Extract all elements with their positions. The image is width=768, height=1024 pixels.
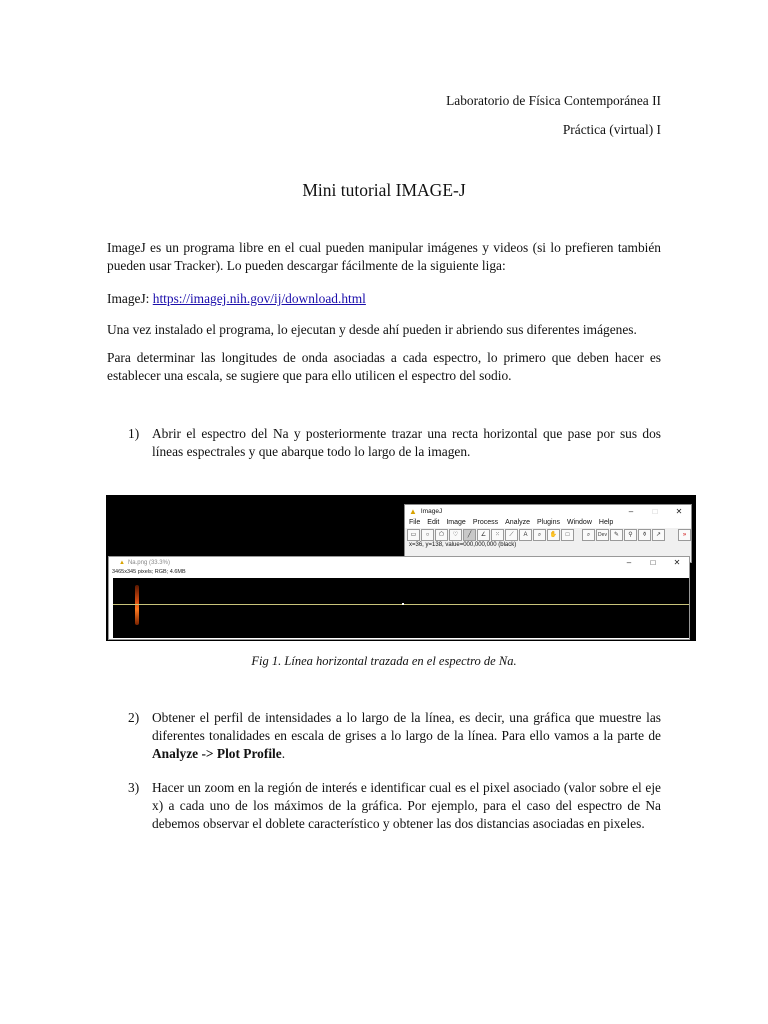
imagej-status-bar: x=36, y=138, value=000,000,000 (black) [405, 541, 691, 550]
step-number: 1) [128, 426, 140, 441]
more-tools-icon[interactable]: » [678, 529, 691, 541]
step-number: 2) [128, 710, 140, 725]
oval-tool-icon[interactable]: ○ [421, 529, 434, 541]
step-text-part: Obtener el perfil de intensidades a lo largo de la línea, es decir, una gráfica que muestre las diferentes tonalidades en escala de grises a lo largo de la línea. Para ello vamos a la parte de [152, 710, 661, 743]
download-link[interactable]: https://imagej.nih.gov/ij/download.html [152, 291, 366, 306]
menu-plugins[interactable]: Plugins [537, 519, 560, 526]
freehand-tool-icon[interactable]: ♡ [449, 529, 462, 541]
menu-path: Analyze -> Plot Profile [152, 746, 282, 761]
step-number: 3) [128, 780, 140, 795]
course-header: Laboratorio de Física Contemporánea II [446, 93, 661, 108]
figure-caption: Fig 1. Línea horizontal trazada en el espectro de Na. [251, 654, 517, 668]
image-close-button[interactable]: ✕ [673, 558, 681, 567]
list-item [128, 779, 661, 833]
wand-tool-icon[interactable]: ⟋ [505, 529, 518, 541]
image-window-titlebar [109, 557, 689, 568]
line-handle[interactable] [402, 603, 404, 605]
menu-file[interactable]: File [409, 519, 421, 526]
imagej-menubar [405, 517, 691, 528]
install-paragraph: Una vez instalado el programa, lo ejecutan y desde ahí pueden ir abriendo sus diferentes imágenes. [107, 322, 637, 337]
arrow-tool-icon[interactable]: ↗ [652, 529, 665, 541]
spectrum-image[interactable] [113, 578, 689, 638]
maximize-button[interactable]: □ [652, 506, 658, 516]
step-text: Hacer un zoom en la región de interés e identificar cual es el pixel asociado (valor sobre el eje x) a cada uno de los máximos de la gráfica. Por ejemplo, para el caso del espectro de Na debemos observar el doblete característico y obtener las dos distancias asociadas en pixeles. [152, 780, 661, 831]
magnifier-tool-icon[interactable]: ⌕ [533, 529, 546, 541]
list-item [128, 425, 661, 461]
line-tool-icon[interactable]: ╱ [463, 529, 476, 541]
image-window-title: Na.png (33.3%) [127, 559, 170, 566]
rectangle-tool-icon[interactable]: ▭ [407, 529, 420, 541]
imagej-titlebar [405, 505, 691, 517]
flood-fill-tool-icon[interactable]: ⚱ [638, 529, 651, 541]
sodium-spectral-line [135, 585, 139, 625]
step-text: Abrir el espectro del Na y posteriormente trazar una recta horizontal que pase por sus dos líneas espectrales y que abarque todo lo largo de la imagen. [152, 426, 661, 459]
close-button[interactable]: ✕ [675, 506, 683, 516]
menu-analyze[interactable]: Analyze [505, 519, 531, 526]
hand-tool-icon[interactable]: ✋ [547, 529, 560, 541]
image-minimize-button[interactable]: – [626, 558, 632, 567]
step-text-end: . [281, 746, 286, 761]
point-tool-icon[interactable]: ⁙ [491, 529, 504, 541]
step-text [152, 709, 661, 763]
imagej-logo-icon: ▲ [409, 506, 417, 516]
image-window-icon: ▲ [119, 559, 125, 566]
brush-tool-icon[interactable]: ✎ [610, 529, 623, 541]
polygon-tool-icon[interactable]: ⬠ [435, 529, 448, 541]
imagej-title: ImageJ [420, 507, 443, 515]
angle-tool-icon[interactable]: ∠ [477, 529, 490, 541]
page-title: Mini tutorial IMAGE-J [302, 180, 466, 200]
horizontal-profile-line[interactable] [113, 604, 689, 605]
menu-edit[interactable]: Edit [427, 519, 440, 526]
download-line [107, 290, 661, 308]
imagej-toolbar [405, 528, 691, 541]
imagej-main-window [404, 504, 692, 563]
menu-window[interactable]: Window [566, 519, 592, 526]
scale-paragraph: Para determinar las longitudes de onda asociadas a cada espectro, lo primero que deben hacer es establecer una escala, se sugiere que para ello utilicen el espectro del sodio. [107, 350, 661, 383]
minimize-button[interactable]: – [628, 506, 634, 516]
text-tool-icon[interactable]: A [519, 529, 532, 541]
menu-process[interactable]: Process [472, 519, 499, 526]
menu-image[interactable]: Image [446, 519, 466, 526]
download-label: ImageJ: [107, 291, 153, 306]
image-maximize-button[interactable]: □ [650, 558, 656, 567]
search-tool-icon[interactable]: ⌕ [582, 529, 595, 541]
image-window [108, 556, 690, 640]
dropper-tool-icon[interactable]: ⚲ [624, 529, 637, 541]
color-picker-icon[interactable]: □ [561, 529, 574, 541]
list-item [128, 709, 661, 763]
menu-help[interactable]: Help [598, 519, 614, 526]
practice-header: Práctica (virtual) I [562, 122, 661, 137]
figure-screenshot [106, 495, 696, 641]
developer-tool-icon[interactable]: Dev [596, 529, 609, 541]
image-info: 3465x345 pixels; RGB; 4.6MB [112, 569, 186, 575]
intro-paragraph: ImageJ es un programa libre en el cual pueden manipular imágenes y videos (si lo prefieren también pueden usar Tracker). Lo pueden descargar fácilmente de la siguiente liga: [107, 240, 661, 273]
